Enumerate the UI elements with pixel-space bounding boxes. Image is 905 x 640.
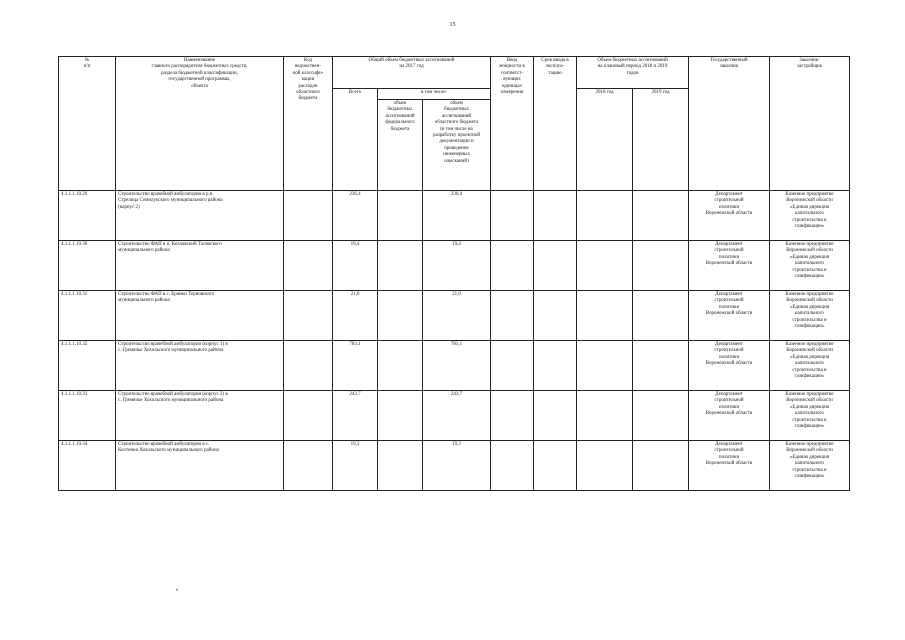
table-row — [59, 291, 850, 341]
page-number: 15 — [449, 22, 456, 28]
table-row — [59, 391, 850, 441]
row-num: 4.1.1.1.10.34 — [59, 441, 116, 491]
row-customer: Департамент строительной политики Воронежской области — [689, 341, 770, 391]
row-num: 4.1.1.1.10.30 — [59, 241, 116, 291]
row-customer: Департамент строительной политики Воронежской области — [689, 191, 770, 241]
header-regional: объем бюджетных ассигнований областного бюджета (в том числе на разработку проектной документации и проведение инженерных изысканий) — [423, 100, 491, 191]
row-name: Строительство врачебной амбулатории (корпус 1) в с. Гремячье Хохольского муниципального района — [116, 341, 284, 391]
header-name: Наименование главного распорядителя бюджетных средств, раздела бюджетной классификации, государственной программы, объекта — [116, 57, 284, 191]
row-regional: 19,3 — [423, 441, 491, 491]
row-total: 236,4 — [333, 191, 378, 241]
row-total: 19,4 — [333, 241, 378, 291]
row-regional: 243,7 — [423, 391, 491, 441]
row-regional: 236,4 — [423, 191, 491, 241]
row-name: Строительство врачебной амбулатории в с. Костенки Хохольского муниципального района — [116, 441, 284, 491]
row-name: Строительство врачебной амбулатории (корпус 2) в с. Гремячье Хохольского муниципального района — [116, 391, 284, 441]
row-regional: 21,0 — [423, 291, 491, 341]
table-row — [59, 441, 850, 491]
row-name: Строительство ФАП в п. Козловский Таловского муниципального района — [116, 241, 284, 291]
header-num: № п/п — [59, 57, 116, 191]
row-total: 19,3 — [333, 441, 378, 491]
row-developer: Казенное предприятие Воронежской области «Единая дирекция капитального строительства и газификации» — [770, 341, 850, 391]
row-regional: 783,1 — [423, 341, 491, 391]
row-total: 783,1 — [333, 341, 378, 391]
row-num: 4.1.1.1.10.32 — [59, 341, 116, 391]
row-developer: Казенное предприятие Воронежской области «Единая дирекция капитального строительства и газификации» — [770, 191, 850, 241]
row-total: 243,7 — [333, 391, 378, 441]
table-row — [59, 191, 850, 241]
header-including: в том числе: — [378, 89, 491, 100]
row-customer: Департамент строительной политики Воронежской области — [689, 391, 770, 441]
table-row — [59, 341, 850, 391]
row-customer: Департамент строительной политики Воронежской области — [689, 441, 770, 491]
header-term: Срок ввода в эксплуа- тацию — [534, 57, 577, 191]
row-developer: Казенное предприятие Воронежской области «Единая дирекция капитального строительства и газификации» — [770, 441, 850, 491]
header-total-2017: Общий объем бюджетных ассигнований на 2017 год — [333, 57, 491, 89]
header-federal: объем бюджетных ассигнований федерального бюджета — [378, 100, 423, 191]
row-total: 21,0 — [333, 291, 378, 341]
row-developer: Казенное предприятие Воронежской области «Единая дирекция капитального строительства и газификации» — [770, 241, 850, 291]
header-developer: Заказчик- застройщик — [770, 57, 850, 191]
table-row — [59, 241, 850, 291]
row-developer: Казенное предприятие Воронежской области «Единая дирекция капитального строительства и газификации» — [770, 291, 850, 341]
footer-mark: • — [176, 588, 179, 594]
header-total: Всего — [333, 89, 378, 191]
row-customer: Департамент строительной политики Воронежской области — [689, 291, 770, 341]
row-regional: 19,4 — [423, 241, 491, 291]
budget-table — [58, 56, 850, 491]
row-developer: Казенное предприятие Воронежской области «Единая дирекция капитального строительства и газификации» — [770, 391, 850, 441]
header-2018: 2018 год — [577, 89, 633, 191]
header-2019: 2019 год — [633, 89, 689, 191]
header-customer: Государственный заказчик — [689, 57, 770, 191]
row-name: Строительство врачебной амбулатории в р.п. Стрелица Семилукского муниципального района (корпус 2) — [116, 191, 284, 241]
row-num: 4.1.1.1.10.31 — [59, 291, 116, 341]
row-num: 4.1.1.1.10.33 — [59, 391, 116, 441]
header-code: Код ведомствен- ной классифи- кации расходов областного бюджета — [284, 57, 333, 191]
row-customer: Департамент строительной политики Воронежской области — [689, 241, 770, 291]
header-planned: Объем бюджетных ассигнований на плановый период 2018 и 2019 годов — [577, 57, 689, 89]
header-capacity: Ввод мощности в соответст- вующих единицах измерения — [491, 57, 534, 191]
row-name: Строительство ФАП в с. Брянки Терновского муниципального района — [116, 291, 284, 341]
row-num: 4.1.1.1.10.29 — [59, 191, 116, 241]
